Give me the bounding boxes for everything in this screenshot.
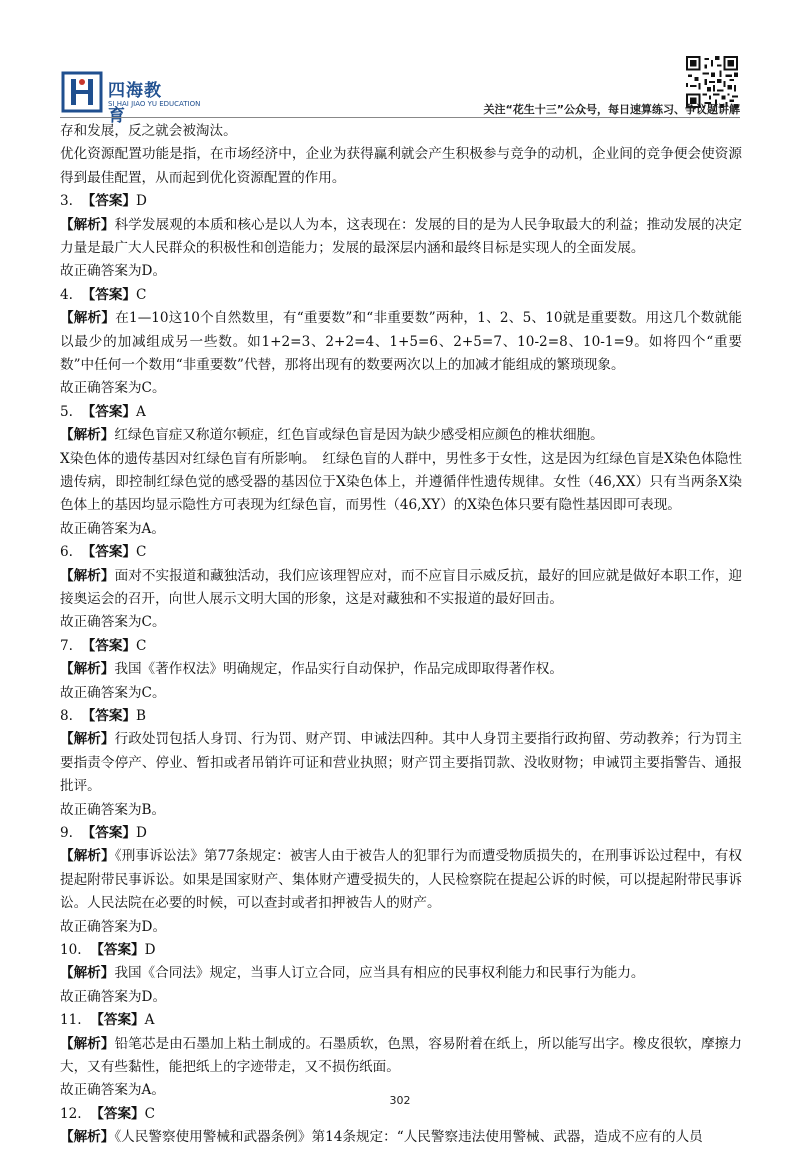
answer-tag: 【答案】 [90, 1105, 145, 1122]
conclusion-line: 故正确答案为D。 [60, 918, 167, 935]
question-number: 4. [60, 286, 73, 303]
answer-value: D [136, 193, 147, 210]
analysis-text: 《刑事诉讼法》第77条规定：被害人由于被告人的犯罪行为而遭受物质损失的，在刑事诉讼过程中，有权提起附带民事诉讼。如果是国家财产、集体财产遭受损失的，人民检察院在提起公诉的时候，可以提起附带民事诉讼。人民法院在必要的时候，可以查封或者扣押被告人的财产。 [60, 848, 743, 912]
question-item [60, 822, 742, 939]
analysis-paragraph [60, 1126, 742, 1149]
question-number: 11. [60, 1012, 82, 1029]
header-divider [60, 117, 740, 118]
analysis-text: 面对不实报道和藏独活动，我们应该理智应对，而不应盲目示威反抗，最好的回应就是做好本职工作，迎接奥运会的召开，向世人展示文明大国的形象，这是对藏独和不实报道的最好回击。 [60, 567, 743, 607]
answer-line [60, 635, 742, 658]
question-item [60, 1103, 742, 1150]
question-item [60, 635, 742, 705]
answer-value: D [144, 941, 156, 958]
conclusion-line: 故正确答案为B。 [60, 801, 166, 818]
analysis-text: 行政处罚包括人身罚、行为罚、财产罚、申诫法四种。其中人身罚主要指行政拘留、劳动教养；行为罚主要指责令停产、停业、暂扣或者吊销许可证和营业执照；财产罚主要指罚款、没收财物；申诫罚主要指警告、通报批评。 [60, 731, 743, 795]
answer-value: D [136, 824, 147, 841]
analysis-tag: 【解析】 [60, 965, 115, 982]
analysis-paragraph [60, 214, 742, 261]
logo-mark-icon [60, 70, 104, 114]
page-header [0, 0, 800, 126]
conclusion-line: 故正确答案为D。 [60, 988, 167, 1005]
analysis-paragraph [60, 307, 742, 377]
answer-value: C [136, 637, 147, 654]
answer-line [60, 705, 742, 728]
answer-line [60, 190, 742, 213]
answer-value: B [136, 707, 147, 724]
analysis-tag: 【解析】 [60, 661, 115, 678]
analysis-text: 科学发展观的本质和核心是以人为本，这表现在：发展的目的是为人民争取最大的利益；推动发展的决定力量是最广大人民群众的积极性和创造能力；发展的最深层内涵和最终目标是实现人的全面发展。 [60, 216, 743, 256]
question-number: 9. [60, 824, 73, 841]
logo-name: 四海教育 [108, 81, 162, 126]
answer-value: A [144, 1012, 155, 1029]
answer-tag: 【答案】 [81, 193, 137, 210]
question-number: 10. [60, 941, 82, 958]
answer-value: A [136, 403, 146, 420]
analysis-tag: 【解析】 [60, 216, 115, 233]
analysis-tag: 【解析】 [60, 567, 115, 584]
analysis-paragraph [60, 424, 742, 447]
conclusion-line: 故正确答案为C。 [60, 614, 166, 631]
conclusion-line: 故正确答案为A。 [60, 1082, 165, 1099]
answer-value: C [136, 286, 147, 303]
answer-value: C [144, 1105, 156, 1122]
analysis-paragraph [60, 728, 742, 798]
answer-line [60, 822, 742, 845]
logo-subtitle: SI HAI JIAO YU EDUCATION [108, 100, 201, 108]
analysis-text: 红绿色盲症又称道尔顿症，红色盲或绿色盲是因为缺少感受相应颜色的椎状细胞。 [114, 427, 604, 444]
analysis-paragraph [60, 658, 742, 681]
analysis-paragraph [60, 565, 742, 612]
question-number: 3. [60, 193, 73, 210]
analysis-text: 我国《合同法》规定，当事人订立合同，应当具有相应的民事权利能力和民事行为能力。 [114, 965, 645, 982]
question-item [60, 939, 742, 1009]
question-item [60, 190, 742, 284]
intro-line: 存和发展，反之就会被淘汰。 [60, 123, 237, 139]
answer-tag: 【答案】 [81, 403, 137, 420]
analysis-tag: 【解析】 [60, 848, 115, 865]
header-slogan: 关注“花生十三”公众号，每日速算练习、争议题讲解 [483, 103, 740, 116]
answer-tag: 【答案】 [90, 941, 145, 958]
question-number: 5. [60, 403, 73, 420]
answer-tag: 【答案】 [81, 707, 137, 724]
question-item [60, 541, 742, 635]
answer-tag: 【答案】 [81, 286, 137, 303]
intro-paragraph: 优化资源配置功能是指，在市场经济中，企业为获得赢利就会产生积极参与竞争的动机，企业间的竞争便会使资源得到最佳配置，从而起到优化资源配置的作用。 [60, 146, 742, 186]
answer-line [60, 939, 742, 962]
logo [60, 70, 201, 126]
answer-tag: 【答案】 [81, 637, 137, 654]
conclusion-line: 故正确答案为A。 [60, 520, 165, 537]
analysis-tag: 【解析】 [60, 1035, 115, 1052]
question-item [60, 401, 742, 541]
analysis-tag: 【解析】 [60, 1129, 115, 1146]
analysis-paragraph [60, 845, 742, 915]
answer-content [60, 120, 742, 1150]
page-number: 302 [389, 1094, 411, 1107]
analysis-tag: 【解析】 [60, 310, 116, 327]
question-item [60, 284, 742, 401]
analysis-text: 铅笔芯是由石墨加上粘土制成的。石墨质软，色黑，容易附着在纸上，所以能写出字。橡皮很软，摩擦力大，又有些黏性，能把纸上的字迹带走，又不损伤纸面。 [60, 1035, 743, 1075]
answer-line [60, 1009, 742, 1032]
conclusion-line: 故正确答案为C。 [60, 380, 166, 397]
question-number: 7. [60, 637, 73, 654]
analysis-tag: 【解析】 [60, 427, 115, 444]
answer-tag: 【答案】 [81, 544, 137, 561]
analysis-paragraph [60, 962, 742, 985]
question-item [60, 705, 742, 822]
question-item [60, 1009, 742, 1103]
answer-line [60, 401, 742, 424]
answer-value: C [136, 544, 147, 561]
analysis-paragraph-continued: X染色体的遗传基因对红绿色盲有所影响。 红绿色盲的人群中，男性多于女性，这是因为红绿色盲是X染色体隐性遗传病，即控制红绿色觉的感受器的基因位于X染色体上，并遵循伴性遗传规律。女性（46,XX）只有当两条X染色体上的基因均显示隐性方可表现为红绿色盲，而男性（46,XY）的X染色体只要有隐性基因即可表现。 [60, 450, 742, 514]
analysis-text: 在1—10这10个自然数里，有“重要数”和“非重要数”两种，1、2、5、10就是重要数。用这几个数就能以最少的加减组成另一些数。如1+2=3、2+2=4、1+5=6、2+5=7、10-2=8、10-1=9。如将四个“重要数”中任何一个数用“非重要数”代替，那将出现有的数要两次以上的加减才能组成的繁琐现象。 [60, 310, 742, 373]
answer-line [60, 541, 742, 564]
answer-tag: 【答案】 [81, 824, 137, 841]
analysis-tag: 【解析】 [60, 731, 115, 748]
answer-line [60, 284, 742, 307]
answer-tag: 【答案】 [90, 1012, 145, 1029]
analysis-text: 我国《著作权法》明确规定，作品实行自动保护，作品完成即取得著作权。 [114, 661, 563, 678]
conclusion-line: 故正确答案为D。 [60, 263, 167, 280]
question-number: 12. [60, 1105, 82, 1122]
analysis-paragraph [60, 1033, 742, 1080]
conclusion-line: 故正确答案为C。 [60, 684, 166, 701]
question-number: 8. [60, 707, 73, 724]
analysis-text: 《人民警察使用警械和武器条例》第14条规定：“人民警察违法使用警械、武器，造成不应有的人员 [114, 1129, 703, 1146]
question-number: 6. [60, 544, 73, 561]
